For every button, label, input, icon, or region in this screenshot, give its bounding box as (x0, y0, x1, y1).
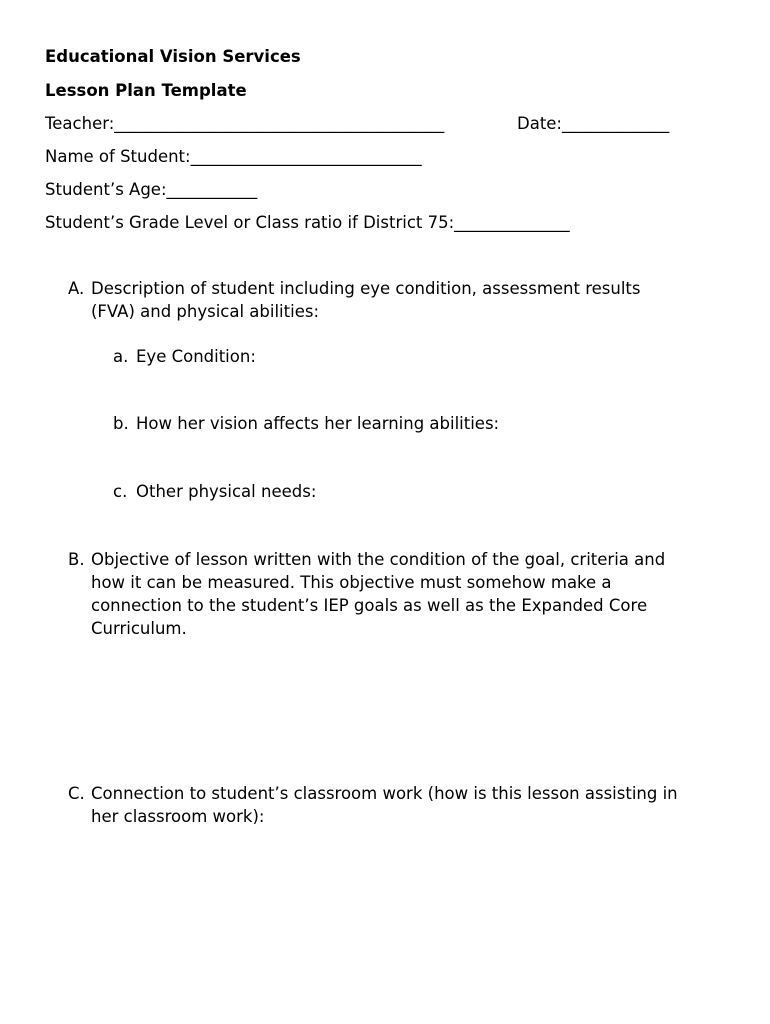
sub-b-marker: b. (113, 414, 129, 433)
section-c-line2: her classroom work): (91, 807, 265, 826)
section-b-line1: Objective of lesson written with the condition of the goal, criteria and (91, 550, 666, 569)
section-b-line4: Curriculum. (91, 619, 187, 638)
document-title: Lesson Plan Template (45, 81, 247, 100)
vision-effects-label: How her vision affects her learning abilities: (136, 414, 500, 433)
section-b-line2: how it can be measured. This objective must somehow make a (91, 573, 612, 592)
section-a-line1: Description of student including eye condition, assessment results (91, 279, 641, 298)
student-age-field[interactable]: Student’s Age:___________ (45, 180, 258, 199)
grade-level-field[interactable]: Student’s Grade Level or Class ratio if District 75:______________ (45, 213, 570, 232)
eye-condition-label: Eye Condition: (136, 347, 256, 366)
date-field[interactable]: Date:_____________ (517, 114, 670, 133)
section-a-marker: A. (68, 279, 85, 298)
section-a-line2: (FVA) and physical abilities: (91, 302, 320, 321)
teacher-field[interactable]: Teacher:________________________________________ (45, 114, 445, 133)
physical-needs-label: Other physical needs: (136, 482, 317, 501)
section-c-line1: Connection to student’s classroom work (how is this lesson assisting in (91, 784, 678, 803)
student-name-field[interactable]: Name of Student:____________________________ (45, 147, 422, 166)
section-b-marker: B. (68, 550, 85, 569)
section-c-marker: C. (68, 784, 85, 803)
sub-c-marker: c. (113, 482, 128, 501)
sub-a-marker: a. (113, 347, 129, 366)
org-name: Educational Vision Services (45, 47, 301, 66)
section-b-line3: connection to the student’s IEP goals as well as the Expanded Core (91, 596, 648, 615)
